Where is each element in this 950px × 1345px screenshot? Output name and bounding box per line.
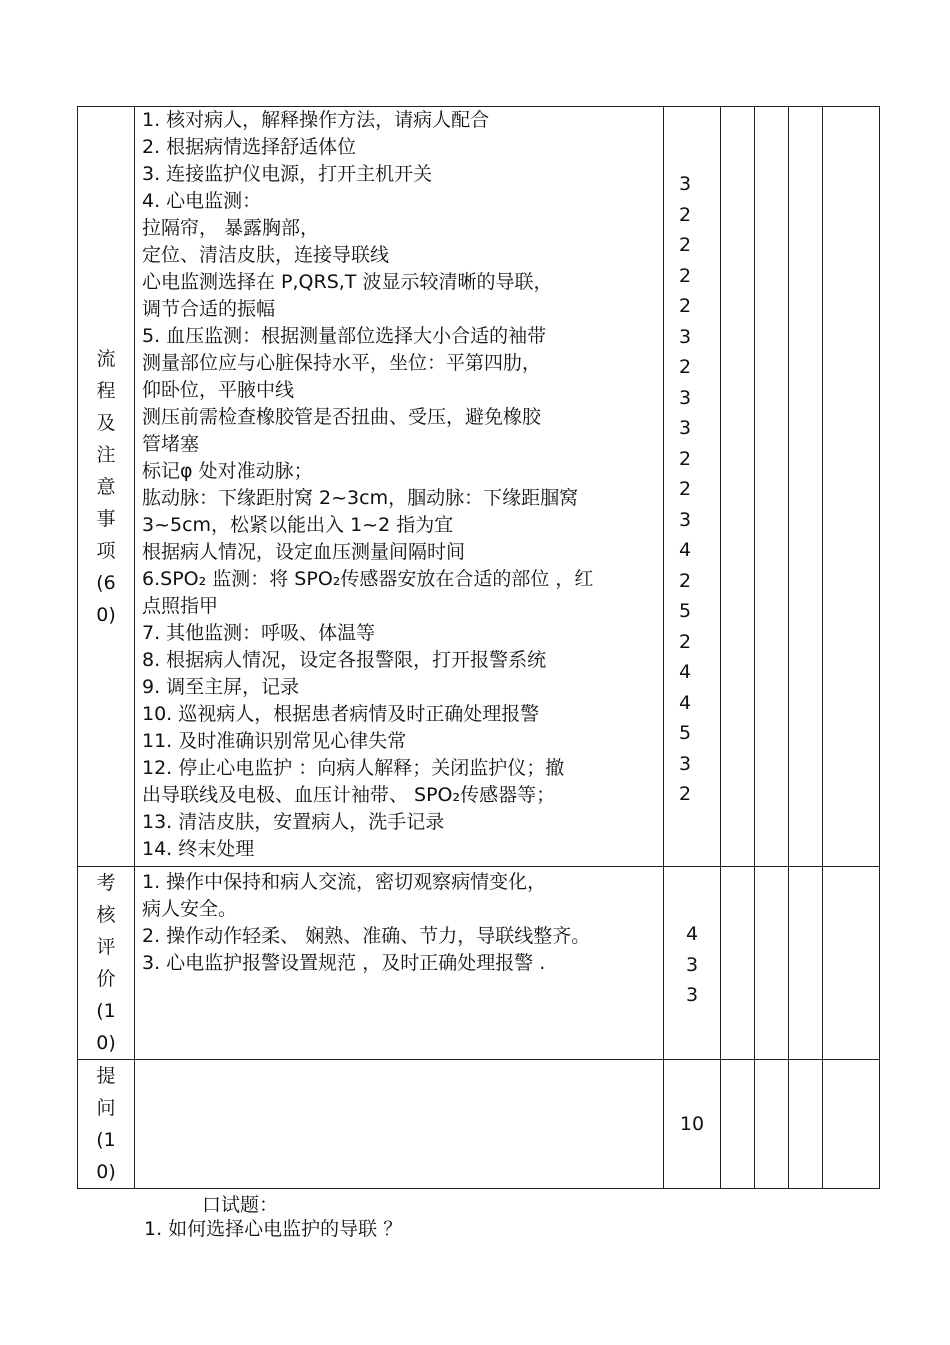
- evaluation-score: 3: [685, 953, 699, 976]
- procedure-line: 7. 其他监测：呼吸、体温等: [142, 622, 376, 644]
- blank-cell: [823, 107, 880, 867]
- procedure-score: 2: [679, 783, 692, 805]
- procedure-score: 4: [679, 661, 692, 683]
- procedure-score: 3: [679, 386, 692, 409]
- oral-exam-question: 1. 如何选择心电监护的导联 ？: [144, 1218, 403, 1240]
- procedure-score: 2: [679, 234, 692, 256]
- procedure-line: 拉隔帘， 暴露胸部，: [142, 217, 320, 239]
- evaluation-score: 4: [685, 923, 699, 945]
- questions-score-cell: [664, 1060, 721, 1189]
- procedure-line: 心电监测选择在 P,QRS,T 波显示较清晰的导联，: [142, 271, 553, 293]
- procedure-line: 13. 清洁皮肤，安置病人，洗手记录: [142, 811, 445, 833]
- procedure-scores: [670, 169, 720, 810]
- procedure-row: [78, 107, 880, 867]
- procedure-line: 管堵塞: [142, 433, 200, 455]
- blank-cell: [823, 1060, 880, 1189]
- blank-cell: [823, 867, 880, 1060]
- procedure-score: 3: [679, 173, 692, 195]
- procedure-line: 点照指甲: [142, 595, 219, 617]
- procedure-line: 根据病人情况，设定血压测量间隔时间: [142, 541, 466, 563]
- procedure-line: 调节合适的振幅: [142, 298, 276, 320]
- procedure-score: 2: [679, 264, 692, 287]
- procedure-line: 9. 调至主屏，记录: [142, 676, 300, 698]
- procedure-line: 肱动脉：下缘距肘窝 2~3cm，腘动脉：下缘距腘窝: [142, 487, 579, 509]
- procedure-score: 5: [679, 722, 692, 744]
- procedure-scores-cell: [664, 107, 721, 867]
- procedure-lines: [142, 107, 663, 863]
- evaluation-lines: [142, 869, 663, 977]
- procedure-line: 2. 根据病情选择舒适体位: [142, 136, 357, 158]
- procedure-line: 3~5cm，松紧以能出入 1~2 指为宜: [142, 514, 454, 536]
- procedure-score: 2: [679, 295, 692, 317]
- grading-table: [77, 106, 880, 1189]
- blank-cell: [789, 1060, 823, 1189]
- procedure-score: 2: [679, 630, 692, 653]
- procedure-line: 10. 巡视病人，根据患者病情及时正确处理报警: [142, 703, 540, 725]
- evaluation-line: 病人安全。: [142, 898, 238, 920]
- evaluation-row: [78, 867, 880, 1060]
- procedure-line: 仰卧位，平腋中线: [142, 379, 295, 401]
- procedure-score: 2: [679, 356, 692, 378]
- procedure-line: 14. 终末处理: [142, 838, 255, 860]
- procedure-score: 2: [679, 569, 692, 592]
- procedure-score: 2: [679, 203, 692, 226]
- blank-cell: [789, 867, 823, 1060]
- evaluation-line: 3. 心电监护报警设置规范 ，及时正确处理报警 .: [142, 952, 546, 974]
- evaluation-line: 1. 操作中保持和病人交流，密切观察病情变化，: [142, 871, 547, 893]
- procedure-line: 定位、清洁皮肤，连接导联线: [142, 244, 390, 266]
- evaluation-category-cell: [78, 867, 135, 1060]
- procedure-score: 3: [679, 417, 692, 439]
- procedure-score: 5: [679, 600, 692, 622]
- evaluation-scores: [664, 919, 720, 1011]
- procedure-line: 12. 停止心电监护 ：向病人解释；关闭监护仪；撤: [142, 757, 565, 779]
- oral-exam-label: 口试题：: [202, 1194, 279, 1216]
- procedure-score: 2: [679, 478, 692, 500]
- procedure-score: 4: [679, 691, 692, 714]
- procedure-score: 2: [679, 447, 692, 470]
- blank-cell: [789, 107, 823, 867]
- procedure-score: 3: [679, 325, 692, 348]
- questions-category-cell: [78, 1060, 135, 1189]
- procedure-score: 3: [679, 508, 692, 531]
- blank-cell: [755, 107, 789, 867]
- evaluation-score: 3: [685, 984, 699, 1006]
- questions-category-label: 提问(10): [96, 1065, 116, 1183]
- procedure-line: 1. 核对病人，解释操作方法，请病人配合: [142, 109, 490, 131]
- procedure-line: 3. 连接监护仪电源，打开主机开关: [142, 163, 433, 185]
- blank-cell: [721, 867, 755, 1060]
- evaluation-content-cell: [135, 867, 664, 1060]
- blank-cell: [755, 1060, 789, 1189]
- procedure-line: 测压前需检查橡胶管是否扭曲、受压，避免橡胶: [142, 406, 542, 428]
- questions-content-cell: [135, 1060, 664, 1189]
- procedure-line: 测量部位应与心脏保持水平，坐位：平第四肋，: [142, 352, 542, 374]
- evaluation-category-label: 考核评价(10): [96, 872, 116, 1054]
- blank-cell: [721, 107, 755, 867]
- evaluation-scores-cell: [664, 867, 721, 1060]
- procedure-category-label: 流程及注意事项(60): [96, 347, 116, 626]
- blank-cell: [721, 1060, 755, 1189]
- procedure-line: 11. 及时准确识别常见心律失常: [142, 730, 407, 752]
- procedure-category-cell: [78, 107, 135, 867]
- procedure-score: 3: [679, 752, 692, 775]
- procedure-line: 4. 心电监测：: [142, 190, 262, 212]
- blank-cell: [755, 867, 789, 1060]
- procedure-line: 标记φ 处对准动脉；: [142, 460, 313, 482]
- procedure-line: 8. 根据病人情况，设定各报警限，打开报警系统: [142, 649, 547, 671]
- procedure-content-cell: [135, 107, 664, 867]
- questions-score: 10: [679, 1112, 705, 1135]
- procedure-line: 出导联线及电极、血压计袖带、 SPO₂传感器等；: [142, 784, 556, 806]
- procedure-line: 6.SPO₂ 监测：将 SPO₂传感器安放在合适的部位 ，红: [142, 568, 594, 590]
- procedure-score: 4: [679, 539, 692, 561]
- evaluation-line: 2. 操作动作轻柔、 娴熟、准确、节力，导联线整齐。: [142, 925, 591, 947]
- questions-row: [78, 1060, 880, 1189]
- procedure-line: 5. 血压监测：根据测量部位选择大小合适的袖带: [142, 325, 547, 347]
